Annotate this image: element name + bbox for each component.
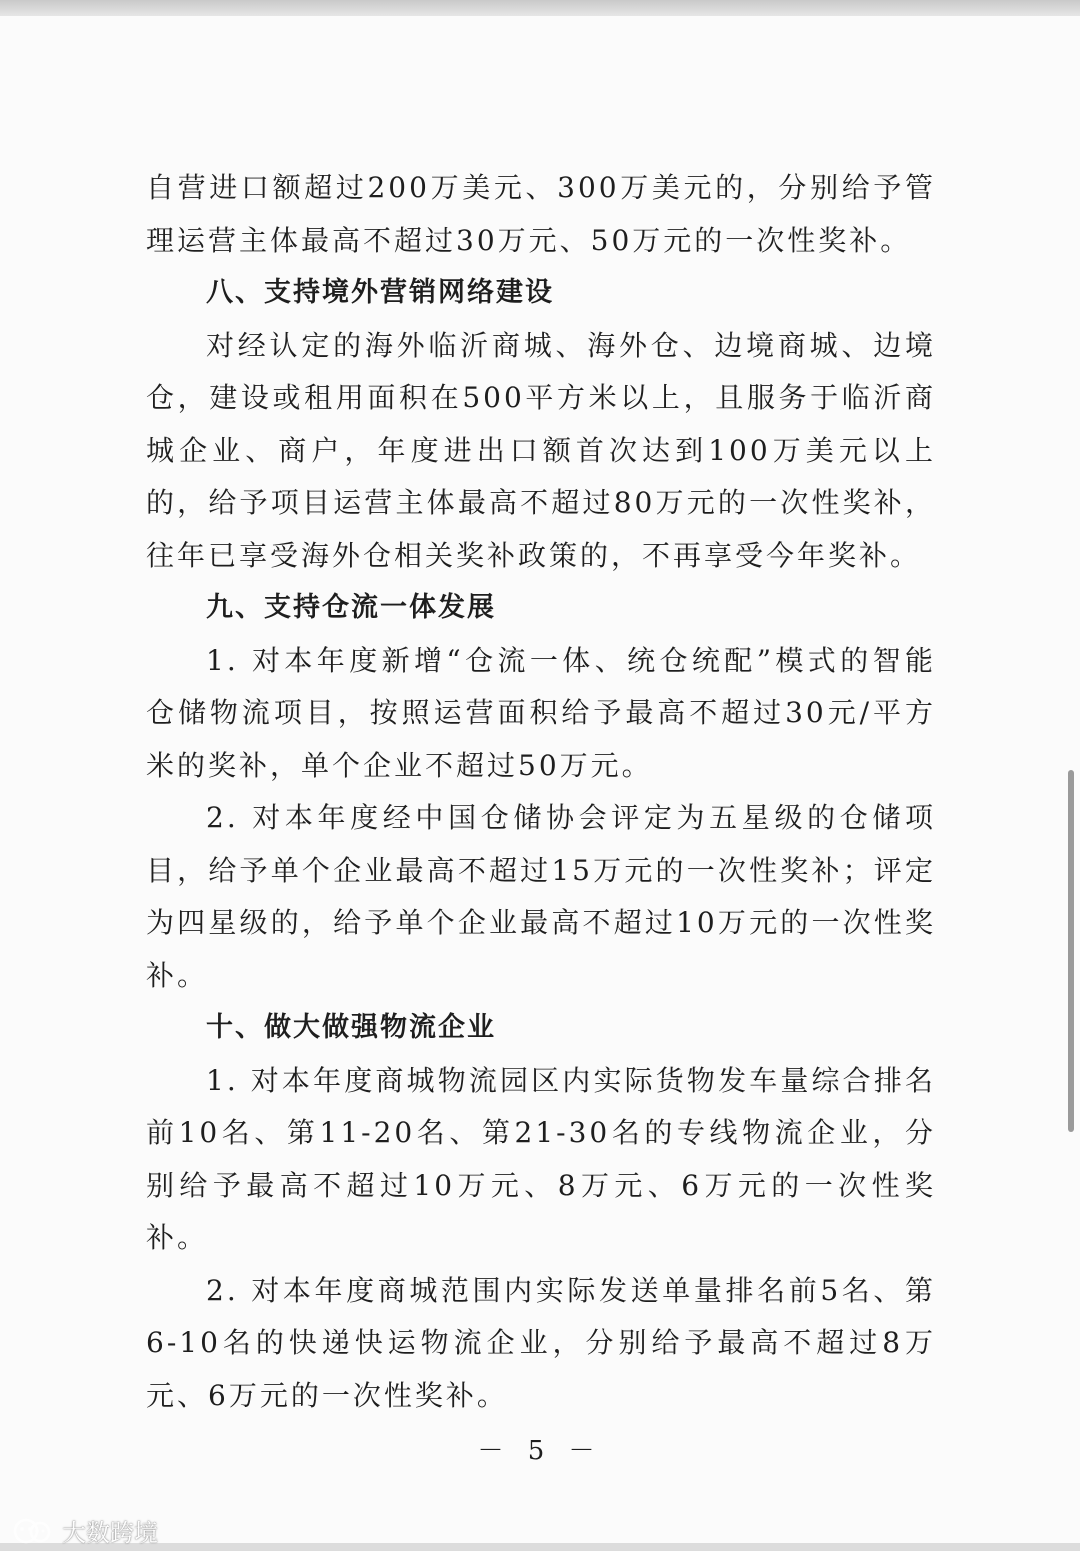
watermark xyxy=(10,1513,158,1548)
document-body xyxy=(146,162,936,1422)
page-number: － 5 － xyxy=(477,1436,603,1466)
wechat-logo-icon xyxy=(10,1517,56,1545)
paragraph-warehouse-item-1: 1. 对本年度新增“仓流一体、统仓统配”模式的智能仓储物流项目，按照运营面积给予最高不超过30元/平方米的奖补，单个企业不超过50万元。 xyxy=(146,643,936,782)
paragraph-overseas-network: 对经认定的海外临沂商城、海外仓、边境商城、边境仓，建设或租用面积在500平方米以上，且服务于临沂商城企业、商户，年度进出口额首次达到100万美元以上的，给予项目运营主体最高不超过80万元的一次性奖补，往年已享受海外仓相关奖补政策的，不再享受今年奖补。 xyxy=(146,328,936,572)
section-heading-9: 九、支持仓流一体发展 xyxy=(206,592,496,623)
scrollbar-thumb[interactable] xyxy=(1068,770,1074,1132)
paragraph-logistics-item-1: 1. 对本年度商城物流园区内实际货物发车量综合排名前10名、第11-20名、第21-30名的专线物流企业，分别给予最高不超过10万元、8万元、6万元的一次性奖补。 xyxy=(146,1063,936,1254)
top-edge xyxy=(0,0,1080,16)
watermark-text: 大数跨境 xyxy=(62,1519,158,1547)
paragraph-logistics-item-2: 2. 对本年度商城范围内实际发送单量排名前5名、第6-10名的快递快运物流企业，分别给予最高不超过8万元、6万元的一次性奖补。 xyxy=(146,1273,936,1412)
paragraph-continuation: 自营进口额超过200万美元、300万美元的，分别给予管理运营主体最高不超过30万元、50万元的一次性奖补。 xyxy=(146,171,936,257)
section-heading-10: 十、做大做强物流企业 xyxy=(206,1012,496,1043)
section-heading-8: 八、支持境外营销网络建设 xyxy=(206,277,554,308)
paragraph-warehouse-item-2: 2. 对本年度经中国仓储协会评定为五星级的仓储项目，给予单个企业最高不超过15万元的一次性奖补；评定为四星级的，给予单个企业最高不超过10万元的一次性奖补。 xyxy=(146,801,936,992)
